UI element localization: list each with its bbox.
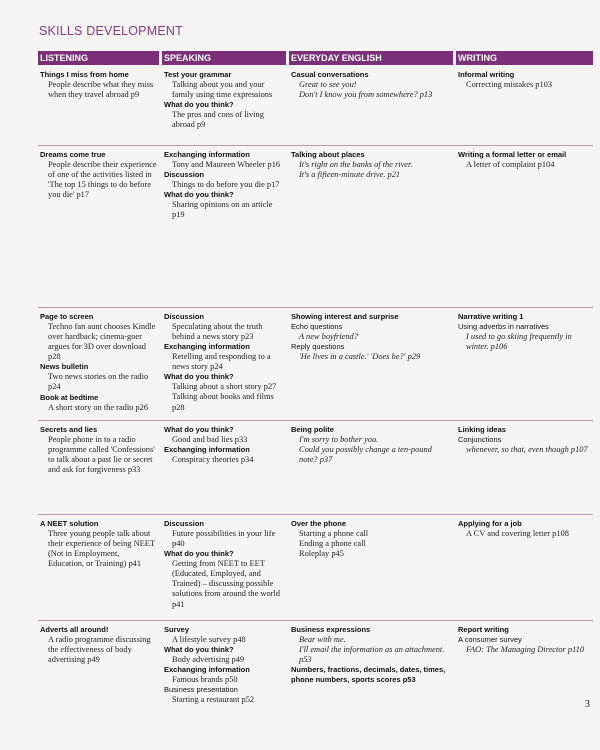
description-text: People describe their experience of one of the activities listed in 'The top 15 things to do before you die' p17 [48, 160, 157, 200]
section-heading: Dreams come true [40, 150, 106, 159]
cell-listening [38, 516, 159, 610]
description-text: A short story on the radio p26 [48, 402, 149, 412]
cell-listening [38, 622, 159, 705]
example-text: Great to see you! [299, 80, 357, 89]
row-divider [38, 145, 593, 146]
section-heading: Discussion [164, 170, 205, 180]
cell-listening [38, 309, 159, 413]
table-row [38, 516, 593, 610]
description-text: Starting a phone call [299, 529, 369, 538]
section-heading: What do you think? [164, 549, 234, 559]
table-row [38, 309, 593, 413]
section-heading: Talking about places [291, 150, 365, 159]
description-text: Things to do before you die p17 [172, 180, 280, 190]
example-text: Bear with me. [299, 635, 346, 644]
subheading: A consumer survey [458, 635, 522, 644]
example-text: 'He lives in a castle.' 'Does he?' p29 [299, 352, 421, 362]
example-text: whenever, so that, even though p107 [466, 445, 588, 454]
cell-everyday [289, 67, 453, 130]
description-text: Talking about you and your family using time expressions [172, 80, 273, 100]
description-text: Getting from NEET to EET (Educated, Employed, and Trained) – discussing possible solutions from around the world p41 [172, 559, 280, 609]
description-text: Future possibilities in your life p40 [172, 529, 276, 549]
subheading: Business presentation [164, 685, 238, 695]
section-heading: Being polite [291, 425, 334, 434]
section-heading: Applying for a job [458, 519, 522, 528]
section-heading: News bulletin [40, 362, 89, 372]
row-divider [38, 514, 593, 515]
header-everyday-english: EVERYDAY ENGLISH [289, 51, 453, 65]
description-text: Three young people talk about their experience of being NEET (Not in Employment, Education, or Training) p41 [48, 529, 155, 569]
description-text: Talking about books and films p28 [172, 392, 274, 412]
section-heading: Business expressions [291, 625, 371, 634]
section-heading: Test your grammar [164, 70, 232, 79]
section-heading: Adverts all around! [40, 625, 109, 634]
row-divider [38, 307, 593, 308]
table-row [38, 622, 593, 705]
cell-writing [456, 622, 593, 705]
description-text: Techno fan aunt chooses Kindle over hardback; cinema-goer argues for 3D over download p28 [48, 322, 156, 362]
description-text: Tony and Maureen Wheeler p16 [172, 160, 281, 169]
example-text: It's a fifteen-minute drive. p21 [299, 170, 401, 180]
page-title: SKILLS DEVELOPMENT [39, 24, 183, 38]
section-heading: Showing interest and surprise [291, 312, 399, 321]
page-number: 3 [584, 699, 590, 710]
table-row [38, 67, 593, 130]
description-text: Starting a restaurant p52 [172, 695, 255, 705]
example-text: I'll email the information as an attachment. p53 [299, 645, 445, 665]
header-speaking: SPEAKING [162, 51, 286, 65]
row-divider [38, 620, 593, 621]
section-heading: Exchanging information [164, 342, 250, 352]
table-row [38, 422, 593, 475]
example-text: A new boyfriend? [299, 332, 358, 341]
description-text: Good and bad lies p33 [172, 435, 248, 444]
section-heading: Book at bedtime [40, 392, 99, 402]
description-text: A lifestyle survey p48 [172, 635, 246, 644]
section-heading: Report writing [458, 625, 509, 634]
row-divider [38, 420, 593, 421]
cell-listening [38, 147, 159, 220]
cell-speaking [162, 67, 286, 130]
section-heading: Linking ideas [458, 425, 506, 434]
description-text: Body advertising p49 [172, 655, 245, 665]
section-heading: Discussion [164, 519, 205, 528]
description-text: Ending a phone call [299, 539, 366, 549]
description-text: Retelling and responding to a news story p24 [172, 352, 271, 372]
table-row [38, 147, 593, 220]
example-text: I used to go skiing frequently in winter. p106 [466, 332, 572, 352]
subheading: Using adverbs in narratives [458, 322, 549, 331]
cell-listening [38, 67, 159, 130]
description-text: Speculating about the truth behind a news story p23 [172, 322, 263, 342]
example-text: Could you possibly change a ten-pound note? p37 [299, 445, 432, 465]
section-heading: What do you think? [164, 100, 234, 110]
cell-speaking [162, 622, 286, 705]
example-text: Don't I know you from somewhere? p13 [299, 90, 433, 100]
cell-speaking [162, 147, 286, 220]
section-heading: Page to screen [40, 312, 94, 321]
section-heading: A NEET solution [40, 519, 99, 528]
cell-writing [456, 67, 593, 130]
cell-writing [456, 422, 593, 475]
cell-listening [38, 422, 159, 475]
description-text: Roleplay p45 [299, 549, 344, 559]
section-heading: Narrative writing 1 [458, 312, 524, 321]
cell-everyday [289, 422, 453, 475]
cell-everyday [289, 622, 453, 705]
section-heading: Survey [164, 625, 190, 634]
cell-speaking [162, 516, 286, 610]
example-text: It's right on the banks of the river. [299, 160, 413, 169]
description-text: A radio programme discussing the effectiveness of body advertising p49 [48, 635, 151, 665]
description-text: A letter of complaint p104 [466, 160, 555, 169]
section-heading: What do you think? [164, 372, 234, 382]
section-heading: Exchanging information [164, 665, 250, 675]
cell-speaking [162, 309, 286, 413]
cell-everyday [289, 309, 453, 413]
example-text: I'm sorry to bother you. [299, 435, 379, 444]
section-heading: What do you think? [164, 425, 234, 434]
section-heading: Discussion [164, 312, 205, 321]
header-writing: WRITING [456, 51, 593, 65]
cell-everyday [289, 147, 453, 220]
header-listening: LISTENING [38, 51, 159, 65]
description-text: Two news stories on the radio p24 [48, 372, 149, 392]
section-heading: Writing a formal letter or email [458, 150, 567, 159]
description-text: Conspiracy theories p34 [172, 455, 254, 465]
section-heading: Exchanging information [164, 150, 250, 159]
cell-everyday [289, 516, 453, 610]
section-heading: Numbers, fractions, decimals, dates, times, phone numbers, sports scores p53 [291, 665, 446, 685]
section-heading: Informal writing [458, 70, 515, 79]
description-text: People describe what they miss when they travel abroad p9 [48, 80, 154, 100]
section-heading: Casual conversations [291, 70, 369, 79]
section-heading: Exchanging information [164, 445, 250, 455]
cell-speaking [162, 422, 286, 475]
subheading: Conjunctions [458, 435, 502, 444]
column-header-row [38, 51, 593, 65]
section-heading: What do you think? [164, 190, 234, 200]
description-text: Correcting mistakes p103 [466, 80, 553, 89]
description-text: Sharing opinions on an article p19 [172, 200, 273, 220]
section-heading: Over the phone [291, 519, 347, 528]
cell-writing [456, 516, 593, 610]
cell-writing [456, 147, 593, 220]
cell-writing [456, 309, 593, 413]
example-text: FAO: The Managing Director p110 [466, 645, 585, 654]
description-text: Talking about a short story p27 [172, 382, 277, 392]
description-text: A CV and covering letter p108 [466, 529, 569, 538]
description-text: The pros and cons of living abroad p9 [172, 110, 264, 130]
subheading: Reply questions [291, 342, 345, 352]
section-heading: Things I miss from home [40, 70, 129, 79]
section-heading: Secrets and lies [40, 425, 98, 434]
description-text: Famous brands p50 [172, 675, 238, 685]
section-heading: What do you think? [164, 645, 234, 655]
subheading: Echo questions [291, 322, 343, 331]
description-text: People phone in to a radio programme called 'Confessions' to talk about a past lie or secret and ask for forgiveness p33 [48, 435, 155, 475]
